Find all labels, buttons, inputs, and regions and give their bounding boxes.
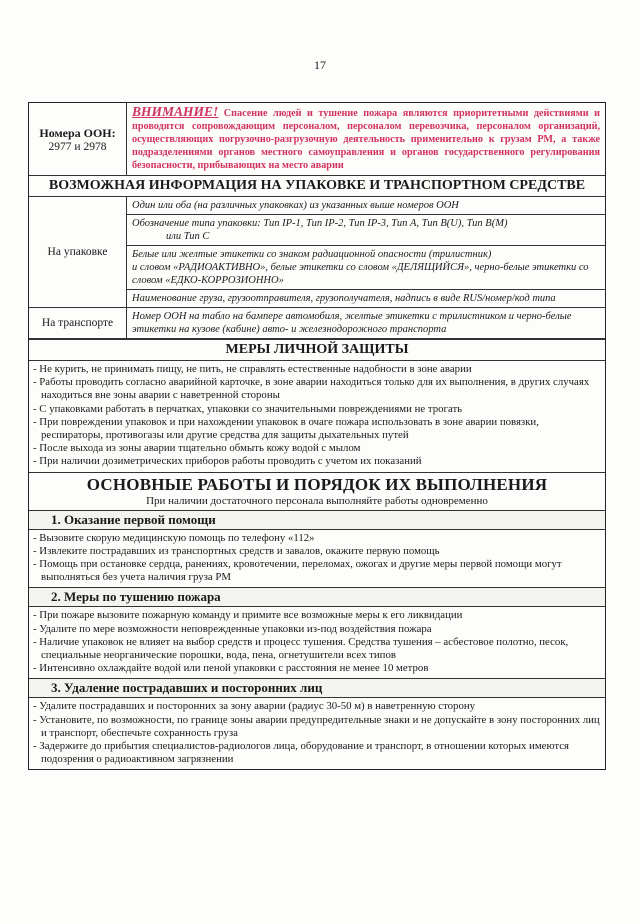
page-number: 17 <box>314 58 326 72</box>
list-item: - Не курить, не принимать пищу, не пить, не справлять естественные надобности в зоне аварии <box>33 363 472 375</box>
evacuation-list <box>29 698 605 769</box>
package-items <box>127 197 605 307</box>
list-item: - Задержите до прибытия специалистов-радиологов лица, оборудование и транспорт, в отношении которых имеются подозрения о радиоактивном загрязнении <box>33 740 569 766</box>
un-numbers-value: 2977 и 2978 <box>48 140 107 153</box>
list-item: - Установите, по возможности, по границе зоны аварии предупредительные знаки и не допускайте в зону посторонних лиц и транспорт, обеспечьте сохранность груза <box>33 713 600 739</box>
transport-label: На транспорте <box>29 308 127 338</box>
warning-text: Спасение людей и тушение пожара являются приоритетными действиями и проводятся сопровождающим персоналом, персоналом перевозчика, персоналом организаций, осуществляющих погрузочно-разгрузочную деятельность применительно к грузам РМ, а также подразделениями органов местного самоуправления и органов государственного регулирования безопасности, прибывающих на место аварии <box>132 108 600 171</box>
warning-block <box>127 103 605 175</box>
package-item <box>127 246 605 290</box>
label-line-1: Белые или желтые этикетки со знаком радиационной опасности (трилистник) <box>132 249 492 260</box>
header-row <box>29 103 605 176</box>
list-item: - Работы проводить согласно аварийной карточке, в зоне аварии находиться только для их выполнения, в других случаях находиться вне зоны аварии с наветренной стороны <box>33 376 590 402</box>
main-works-note: При наличии достаточного персонала выполняйте работы одновременно <box>29 495 605 511</box>
list-item: - Наличие упаковок не влияет на выбор средств и процесс тушения. Средства тушения – асбестовое полотно, песок, специальные неорганические порошки, вода, пена, огнетушители всех типов <box>33 635 569 662</box>
package-item: Наименование груза, грузоотправителя, грузополучателя, надпись в виде RUS/номер/код типа <box>132 293 556 304</box>
list-item: - С упаковками работать в перчатках, упаковки со значительными повреждениями не трогать <box>33 402 463 415</box>
list-item: - При наличии дозиметрических приборов работы проводить с учетом их показаний <box>33 455 422 468</box>
emergency-card <box>28 102 606 770</box>
protection-list <box>29 361 605 473</box>
list-item: - Помощь при остановке сердца, ранениях, кровотечении, переломах, ожогах и другие меры первой помощи могут выполняться без учета наличия груза РМ <box>33 558 562 584</box>
un-numbers-label: Номера ООН: <box>39 125 116 140</box>
firefighting-title: 2. Меры по тушению пожара <box>29 588 605 607</box>
first-aid-title: 1. Оказание первой помощи <box>29 511 605 530</box>
list-item: - При пожаре вызовите пожарную команду и примите все возможные меры к его ликвидации <box>33 609 463 622</box>
firefighting-list <box>29 607 605 679</box>
package-item <box>127 215 605 246</box>
protection-title: МЕРЫ ЛИЧНОЙ ЗАЩИТЫ <box>29 339 605 361</box>
transport-info-title: ВОЗМОЖНАЯ ИНФОРМАЦИЯ НА УПАКОВКЕ И ТРАНСПОРТНОМ СРЕДСТВЕ <box>29 176 605 197</box>
package-label: На упаковке <box>29 197 127 307</box>
list-item: - Извлеките пострадавших из транспортных средств и завалов, окажите первую помощь <box>33 544 440 557</box>
warning-title: ВНИМАНИЕ! <box>132 104 219 119</box>
list-item: - Удалите по мере возможности неповрежденные упаковки из-под воздействия пожара <box>33 622 432 635</box>
list-item: - Вызовите скорую медицинскую помощь по телефону «112» <box>33 531 315 544</box>
evacuation-title: 3. Удаление пострадавших и посторонних лиц <box>29 679 605 698</box>
list-item: - После выхода из зоны аварии тщательно обмыть кожу водой с мылом <box>33 442 361 455</box>
first-aid-list <box>29 530 605 589</box>
package-type-line: Обозначение типа упаковки: Тип IP-1, Тип IP-2, Тип IP-3, Тип А, Тип B(U), Тип B(M) <box>132 218 508 229</box>
label-line-2: и словом «РАДИОАКТИВНО», белые этикетки со словом «ДЕЛЯЩИЙСЯ», черно-белые этикетки со словом «ЕДКО-КОРРОЗИОННО» <box>132 262 589 286</box>
transport-text: Номер ООН на табло на бампере автомобиля, желтые этикетки с трилистником и черно-белые этикетки на кузове (кабине) авто- и железнодорожного транспорта <box>132 311 572 335</box>
transport-row <box>29 308 605 339</box>
main-works-title: ОСНОВНЫЕ РАБОТЫ И ПОРЯДОК ИХ ВЫПОЛНЕНИЯ <box>86 474 548 494</box>
package-item: Один или оба (на различных упаковках) из указанных выше номеров ООН <box>127 197 605 215</box>
list-item: - При повреждении упаковок и при нахождении упаковок в очаге пожара использовать в зоне аварии повязки, респираторы, противогазы или другие средства для защиты дыхательных путей <box>33 415 539 442</box>
package-row <box>29 197 605 308</box>
list-item: - Интенсивно охлаждайте водой или пеной упаковки с расстояния не менее 10 метров <box>33 662 429 675</box>
un-numbers-cell <box>29 103 127 175</box>
package-type-line-cont: или Тип С <box>166 231 210 242</box>
list-item: - Удалите пострадавших и посторонних за зону аварии (радиус 30-50 м) в наветренную сторону <box>33 700 476 713</box>
